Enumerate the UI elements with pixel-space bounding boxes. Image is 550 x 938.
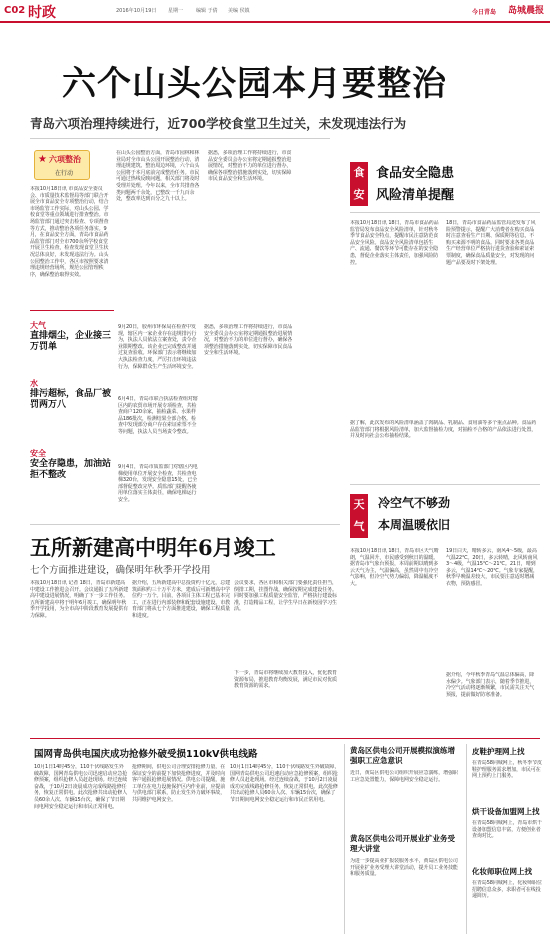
brief-1-title: 直排烟尘，企业接三万罚单 (30, 331, 112, 352)
sidebar-2-title: 烘干设备加盟网上找 (472, 807, 540, 816)
food-safety-body-3: 据了解，此次发布的风险清单涵盖了肉制品、乳制品、食用油等多个重点品种。食品药品监管部门将根据风险清单，加大监督抽检力度，对抽检不合格的产品依法进行处置，并及时向社会公布抽检结果。 (350, 420, 537, 440)
header-rule (0, 21, 550, 23)
schools-subtitle: 七个方面推进建设，确保明年秋季开学投用 (30, 565, 211, 576)
news-right-1-title: 黄岛区供电公司开展模拟演练增强职工应急意识 (350, 746, 455, 765)
issue-weekday: 星期一 (168, 8, 184, 14)
lead-body-col7: 据悉，多项治理工作将持续进行，市食品安全委员会办公室将定期通报整治进展情况，对整治不力的单位进行督办，确保各项整治措施落到实处，切实保障市民食品安全和生活环境。 (204, 324, 293, 357)
food-safety-body-1: 本报10月18日讯 18日，青岛市食品药品监管局发布食品安全风险清单，针对秋冬季节食品安全特点，提醒市民注意防范食品安全风险。食品安全风险清单包括生产、流通、餐饮等环节可能存在的安全隐患，督促企业落实主体责任，加强风险防控。 (350, 220, 439, 266)
food-safety-title-1: 食品安全隐患 (376, 166, 455, 181)
news-right-1-body: 近日，黄岛区供电公司组织开展应急演练，增强职工应急处置能力，保障电网安全稳定运行。 (350, 770, 458, 783)
weather-tag (350, 494, 368, 538)
campaign-label-sub: 在行动 (55, 170, 74, 177)
page-number: C02 (4, 5, 26, 16)
food-safety-body-2: 18日，青岛市食品药品监管局还发布了风险预警提示，提醒广大消费者在购买食品时注意查看生产日期、保质期等信息，不购买来源不明的食品。同时要求各类食品生产经营单位严格执行进货查验和索证索票制度，确保食品质量安全，对发现的问题产品要及时下架处理。 (446, 220, 536, 266)
grid-body-3: 10月1日14时45分，110千伏线路发生外破故障，国网青岛供电公司迅速启动应急抢修预案，组织抢修人员赶赴现场。经过连续奋战，于10月2日凌晨成功完成线路抢修任务，恢复正常供电。此次抢修共出动抢修人员60余人次、车辆15台次，确保了节日期间电网安全稳定运行和市民正常用电。 (230, 764, 340, 803)
weather-title-2: 本周温暖依旧 (378, 518, 451, 532)
lead-body-col6: 9月4日，青岛市质监部门对辖区内电梯使用单位开展安全检查，共检查电梯320台，发现安全隐患15处，已全部督促整改完毕。质监部门提醒各使用单位落实主体责任，确保电梯运行安全。 (118, 464, 198, 503)
sidebar-3-title: 化妆师职位网上找 (472, 867, 532, 876)
brief-2 (30, 378, 114, 411)
campaign-label-text: 六项整治 (49, 155, 81, 164)
page-header (0, 0, 550, 22)
weather-body-1: 本报10月18日讯 18日，青岛市区天气晴朗，气温回升，市民感受到秋日的温暖。据青岛市气象台预报，本周前期以晴到多云天气为主，气温偏高，虽然周中有冷空气影响，但冷空气势力偏弱，降温幅度不大。 (350, 548, 439, 587)
lead-divider (30, 138, 330, 139)
weather-top-rule (350, 484, 540, 485)
weather-tag-1: 天 (353, 498, 365, 511)
brief-3-tag: 安全 (30, 449, 46, 458)
briefs-top-rule (30, 310, 114, 311)
food-safety-rule (350, 212, 540, 213)
lead-body-col2: 在山头公园整治方面，青岛市园林和林业局对全市山头公园开展整治行动，清理违规建筑、整治周边环境，六个山头公园将于本月底前完成整治任务。市民可通过热线反映问题，相关部门将及时受理并处理。今年以来，全市共排查各类问题两千余处，已整改一千九百余处，整改率达到百分之九十以上。 (116, 150, 200, 203)
schools-headline: 五所新建高中明年6月竣工 (30, 535, 276, 560)
sidebar-vrule (466, 744, 467, 934)
grid-body-2: 抢修期间，供电公司合理安排抢修力量，在保证安全的前提下加快抢修进度，并及时向客户通报抢修进展情况。供电公司提醒，施工单位在电力设施保护区内作业前，应提前与供电部门联系，防止发生外力破坏事故，共同维护电网安全。 (132, 764, 226, 803)
issue-date: 2016年10月19日 (116, 8, 157, 14)
weather-tag-2: 气 (353, 520, 365, 533)
brief-1 (30, 320, 114, 353)
weather-title-1: 冷空气不够劲 (378, 496, 451, 510)
news-right-vrule (344, 744, 345, 934)
brief-3 (30, 448, 114, 481)
campaign-icon: ★ (38, 154, 47, 165)
schools-top-rule (30, 524, 340, 525)
lead-subtitle: 青岛六项治理持续进行，近700学校食堂卫生过关，未发现违法行为 (30, 116, 407, 131)
brand-logo: 岛城晨报 (508, 6, 545, 16)
brief-3-title: 安全存隐患，加油站拒不整改 (30, 459, 112, 480)
schools-body-4: 下一步，青岛市将继续加大教育投入，优化教育资源布局，推进教育均衡发展，满足市民对优质教育资源的需求。 (234, 670, 337, 690)
brand-text: 今日青岛 (472, 9, 497, 16)
weather-body-3: 据介绍，今年秋季青岛气温总体偏高，降水偏少。气象部门表示，随着季节推进，冷空气活动将逐渐频繁，市民需关注天气预报，提前做好防寒准备。 (446, 672, 535, 698)
schools-body-3: 会议要求，各区市和相关部门要强化责任担当，倒排工期，挂图作战，确保按期完成建设任务。同时要加强工程质量安全监管，严格执行建设标准，打造精品工程，让学生早日在新校园学习生活。 (234, 580, 337, 613)
brief-2-tag: 水 (30, 379, 38, 388)
news-right-2-body: 为进一步提高业扩报装服务水平，黄岛区供电公司开展业扩业务受理大讲堂活动，提升员工业务技能和服务质量。 (350, 858, 458, 878)
schools-body-1: 本报10月18日讯 记者 18日，青岛市新建高中建设工作推进会召开。会议通报了五所新建高中建设进展情况，明确了下一步工作任务。五所新建高中将于明年6月竣工，确保明年秋季开学投用，为全市高中阶段教育发展提供有力保障。 (30, 580, 128, 619)
lead-body-col5: 6月4日，青岛市联合执法检查组对辖区内的农贸市场开展专项检查，共检查商户120余家，抽检蔬菜、水果样品186批次，检测结果全部合格。检查中发现部分商户存在索证索票不全等问题，执法人员当场责令整改。 (118, 396, 198, 435)
weather-body-2: 19日白天，晴转多云，南风4～5级，最高气温22℃。20日，多云转晴，北风转南风3～4级，气温15℃～21℃。21日，晴到多云，气温14℃～20℃。气象专家提醒，秋季早晚温差较大，市民要注意适时增减衣物，预防感冒。 (446, 548, 538, 587)
brief-1-tag: 大气 (30, 321, 46, 330)
editor-1: 编辑 于倩 (196, 8, 218, 14)
lead-body-col4: 9月20日，胶州市环保局在检查中发现，辖区内一家企业存在违规排污行为，执法人员依法立案查处，责令企业限期整改。该企业已完成整改并通过复查验收。环保部门表示将继续加大执法检查力度，严厉打击环境违法行为，保障群众生产生活环境安全。 (118, 324, 197, 370)
brief-2-title: 排污超标，食品厂被罚两万八 (30, 389, 112, 410)
schools-body-2: 据介绍，五所新建高中总投资约十亿元，总建筑面积约三十万平方米，建成后可新增高中学位约一万个。目前，各项目主体工程已基本完工，正在进行内部装修和配套设施建设。市教育部门将从七个方面推进建设，确保工程质量和进度。 (132, 580, 230, 619)
sidebar-1-body: 在青岛58同城网上，秋冬季节皮鞋护理服务需求增加，市民可在网上预约上门服务。 (472, 760, 542, 780)
editor-2: 美编 侯镇 (228, 8, 250, 14)
sidebar-3-body: 在青岛58同城网上，化妆师职位招聘信息众多，求职者可在线投递简历。 (472, 880, 542, 900)
food-safety-title-2: 风险清单提醒 (376, 188, 455, 203)
news-right-2-title: 黄岛区供电公司开展业扩业务受理大讲堂 (350, 834, 455, 853)
sidebar-1-title: 皮鞋护理网上找 (472, 747, 525, 756)
grid-headline: 国网青岛供电国庆成功抢修外破受损110kV供电线路 (34, 749, 258, 760)
food-safety-tag-2: 安 (353, 188, 365, 201)
food-safety-tag-1: 食 (353, 166, 365, 179)
section-title: 时政 (28, 5, 56, 21)
bottom-top-rule (30, 738, 540, 739)
food-safety-tag (350, 162, 368, 206)
campaign-label (34, 150, 90, 180)
grid-body-1: 10月1日14时45分，110千伏线路发生外破故障，国网青岛供电公司迅速启动应急抢修预案，组织抢修人员赶赴现场。经过连续奋战，于10月2日凌晨成功完成线路抢修任务，恢复正常供电。此次抢修共出动抢修人员60余人次、车辆15台次，确保了节日期间电网安全稳定运行和市民正常用电。 (34, 764, 128, 810)
lead-headline: 六个山头公园本月要整治 (62, 64, 447, 104)
lead-body-col3: 据悉，多项治理工作将持续进行，市食品安全委员会办公室将定期通报整治进展情况，对整治不力的单位进行督办，确保各项整治措施落到实处，切实保障市民食品安全和生活环境。 (208, 150, 292, 183)
sidebar-2-body: 在青岛58同城网上，青岛市烘干设备加盟信息丰富，方便创业者查询对比。 (472, 820, 542, 840)
lead-body-col1: 本报10月18日讯 市食品安全委员会、市质量技术监督局等部门联合开展全市食品安全专项整治行动，结合市场监管工作实际，对山头公园、学校食堂等重点领域进行排查整治。市场监管部门通过突击检查、专项督查等方式，推动整治各项任务落实。9月，在食品安全方面，青岛市食品药品监管部门对全市700余所学校食堂开展卫生检查，检查发现食堂卫生状况总体良好，未发现违法行为。山头公园整治工作中，各区市按照要求清理违规经营场所，规范公园管理秩序，确保整治取得实效。 (30, 186, 109, 278)
